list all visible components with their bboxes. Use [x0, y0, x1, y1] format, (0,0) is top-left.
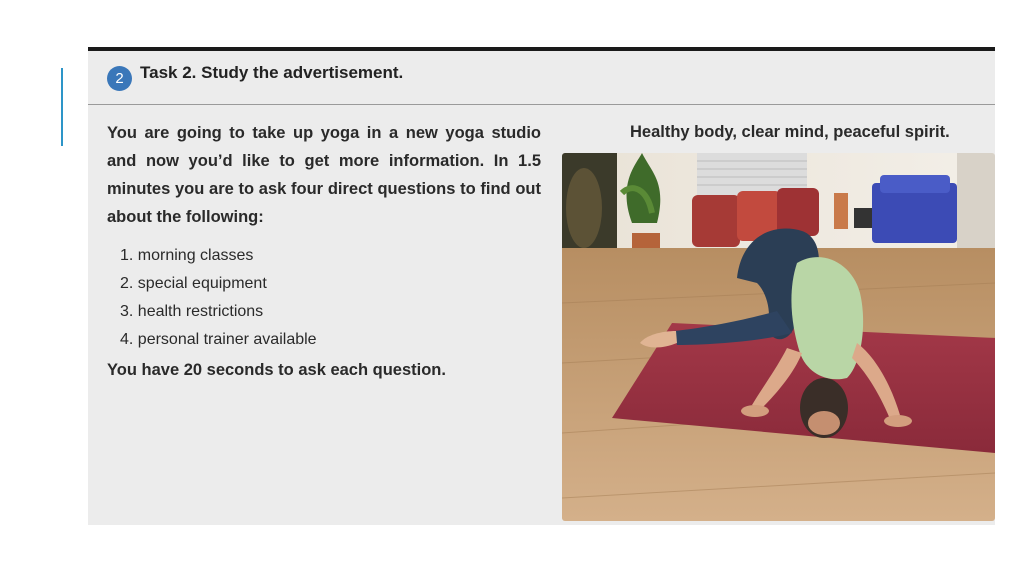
- instructions-outro: You have 20 seconds to ask each question.: [107, 361, 446, 379]
- list-item: 1. morning classes: [120, 247, 254, 264]
- yoga-photo: [562, 153, 995, 521]
- list-item: 3. health restrictions: [120, 303, 264, 320]
- advertisement-slogan: Healthy body, clear mind, peaceful spirit.: [630, 123, 950, 141]
- task-title: Task 2. Study the advertisement.: [140, 63, 404, 82]
- yoga-photo-illustration: [562, 153, 995, 521]
- task-panel: [88, 47, 995, 525]
- instructions-intro: You are going to take up yoga in a new yoga studio and now you’d like to get more information. In 1.5 minutes you are to ask four direct questions to find out about the following:: [107, 124, 541, 226]
- accent-line: [61, 68, 63, 146]
- task-number-badge: 2: [107, 66, 132, 91]
- list-item: 2. special equipment: [120, 275, 267, 292]
- task-header: [88, 51, 995, 105]
- question-topics-list: [120, 242, 317, 354]
- list-item: 4. personal trainer available: [120, 331, 317, 348]
